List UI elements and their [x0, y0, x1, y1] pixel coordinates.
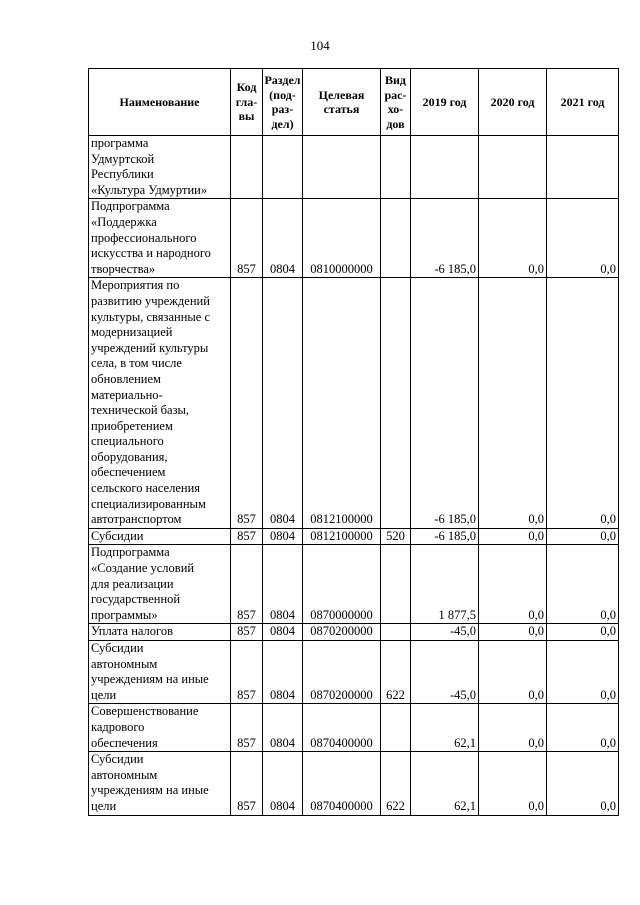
header-expense-line: рас-: [384, 87, 407, 102]
row-2020: 0,0: [479, 545, 547, 624]
header-2021: 2021 год: [547, 69, 619, 136]
row-section: 0804: [263, 752, 303, 815]
row-2021: 0,0: [547, 752, 619, 815]
row-name-line: Субсидии: [91, 641, 144, 655]
row-chapter: 857: [231, 199, 263, 278]
header-section-line: (под-: [269, 87, 296, 102]
row-section: 0804: [263, 278, 303, 529]
row-section: 0804: [263, 641, 303, 704]
row-name-line: автономным: [91, 656, 158, 671]
row-name-line: сельского населения: [91, 481, 201, 496]
row-expense: [381, 624, 411, 641]
row-expense: 520: [381, 528, 411, 545]
row-name-line: учреждениям на иные: [91, 672, 209, 687]
header-target-line: статья: [323, 102, 360, 116]
row-name-line: специализированным: [91, 496, 206, 511]
header-expense-line: Вид: [385, 73, 406, 87]
row-name-line: цели: [91, 798, 117, 813]
row-name-line: Республики: [91, 167, 154, 182]
header-name: Наименование: [89, 69, 231, 136]
header-section: [263, 69, 303, 136]
row-expense: 622: [381, 641, 411, 704]
header-chapter-line: вы: [238, 109, 255, 124]
row-name-line: специального: [91, 434, 164, 449]
table-row: [89, 752, 619, 815]
row-chapter: 857: [231, 641, 263, 704]
row-name-line: программа: [91, 136, 149, 150]
row-2020: [479, 136, 547, 199]
row-name: [89, 528, 231, 545]
row-name-line: государственной: [91, 592, 181, 607]
row-name: [89, 278, 231, 529]
row-2019: 1 877,5: [411, 545, 479, 624]
row-2019: -45,0: [411, 624, 479, 641]
row-name-line: Подпрограмма: [91, 199, 170, 214]
header-target-line: Целевая: [318, 87, 365, 102]
row-name-line: обновлением: [91, 371, 161, 386]
row-name-line: Совершенствование: [91, 704, 199, 719]
row-2021: 0,0: [547, 641, 619, 704]
budget-table: [88, 68, 619, 816]
table-row: [89, 136, 619, 199]
row-name-line: «Создание условий: [91, 561, 195, 576]
row-2020: 0,0: [479, 199, 547, 278]
row-name-line: творчества»: [91, 261, 156, 276]
row-2021: [547, 136, 619, 199]
row-target: 0812100000: [303, 278, 381, 529]
row-name: [89, 752, 231, 815]
row-target: 0870000000: [303, 545, 381, 624]
header-target: [303, 69, 381, 136]
row-name-line: модернизацией: [91, 325, 173, 340]
row-2020: 0,0: [479, 752, 547, 815]
row-2020: 0,0: [479, 624, 547, 641]
row-2019: -6 185,0: [411, 528, 479, 545]
row-section: 0804: [263, 545, 303, 624]
row-chapter: 857: [231, 528, 263, 545]
row-name-line: материально-: [91, 387, 163, 402]
row-target: 0870400000: [303, 704, 381, 752]
row-section: 0804: [263, 528, 303, 545]
row-target: 0870200000: [303, 641, 381, 704]
row-2021: 0,0: [547, 704, 619, 752]
row-chapter: 857: [231, 624, 263, 641]
row-chapter: [231, 136, 263, 199]
row-expense: 622: [381, 752, 411, 815]
row-expense: [381, 136, 411, 199]
row-target: 0810000000: [303, 199, 381, 278]
row-name-line: Уплата налогов: [91, 624, 173, 639]
row-2019: -45,0: [411, 641, 479, 704]
row-name-line: автономным: [91, 767, 158, 782]
row-name-line: Субсидии: [91, 752, 144, 767]
row-name-line: учреждений культуры: [91, 340, 209, 355]
row-chapter: 857: [231, 704, 263, 752]
row-target: [303, 136, 381, 199]
row-name-line: кадрового: [91, 719, 145, 734]
row-2021: 0,0: [547, 545, 619, 624]
row-name-line: обеспечения: [91, 735, 158, 750]
row-name-line: культуры, связанные с: [91, 309, 211, 324]
page-number: 104: [310, 38, 330, 53]
row-2021: 0,0: [547, 624, 619, 641]
row-chapter: 857: [231, 752, 263, 815]
row-section: 0804: [263, 704, 303, 752]
row-name-line: развитию учреждений: [91, 293, 210, 308]
row-name-line: Удмуртской: [91, 151, 155, 166]
table-row: [89, 704, 619, 752]
row-name: [89, 545, 231, 624]
table-header: [89, 69, 619, 136]
header-section-line: раз-: [271, 102, 294, 116]
row-name-line: цели: [91, 687, 117, 702]
header-chapter-line: Код: [236, 80, 257, 95]
row-chapter: 857: [231, 278, 263, 529]
row-name: [89, 624, 231, 641]
row-name: [89, 136, 231, 199]
table-body: [89, 136, 619, 816]
row-name-line: программы»: [91, 607, 158, 622]
row-expense: [381, 199, 411, 278]
header-chapter: [231, 69, 263, 136]
row-name-line: обеспечением: [91, 465, 166, 480]
row-expense: [381, 278, 411, 529]
header-section-line: Раздел: [264, 73, 301, 87]
row-expense: [381, 545, 411, 624]
row-name: [89, 641, 231, 704]
row-section: [263, 136, 303, 199]
header-2020: 2020 год: [479, 69, 547, 136]
row-chapter: 857: [231, 545, 263, 624]
table-row: [89, 199, 619, 278]
row-2020: 0,0: [479, 704, 547, 752]
row-name-line: Субсидии: [91, 528, 144, 543]
table-row: [89, 278, 619, 529]
table-row: [89, 528, 619, 545]
row-name-line: профессионального: [91, 230, 197, 245]
row-name-line: села, в том числе: [91, 356, 182, 371]
row-2021: 0,0: [547, 528, 619, 545]
header-expense: [381, 69, 411, 136]
row-2019: -6 185,0: [411, 199, 479, 278]
row-target: 0870400000: [303, 752, 381, 815]
row-name: [89, 199, 231, 278]
row-2019: 62,1: [411, 704, 479, 752]
row-name: [89, 704, 231, 752]
row-section: 0804: [263, 624, 303, 641]
header-chapter-line: гла-: [235, 94, 258, 109]
row-name-line: «Поддержка: [91, 214, 157, 229]
row-2020: 0,0: [479, 528, 547, 545]
row-target: 0812100000: [303, 528, 381, 545]
table-row: [89, 624, 619, 641]
row-2019: [411, 136, 479, 199]
row-2021: 0,0: [547, 199, 619, 278]
header-section-line: дел): [271, 116, 294, 131]
table-row: [89, 641, 619, 704]
row-2020: 0,0: [479, 278, 547, 529]
row-name-line: искусства и народного: [91, 246, 211, 261]
row-target: 0870200000: [303, 624, 381, 641]
row-name-line: автотранспортом: [91, 512, 182, 527]
row-name-line: «Культура Удмуртии»: [91, 182, 208, 197]
row-name-line: Подпрограмма: [91, 545, 170, 560]
row-2019: 62,1: [411, 752, 479, 815]
row-name-line: Мероприятия по: [91, 278, 180, 293]
row-name-line: для реализации: [91, 576, 174, 591]
row-name-line: приобретением: [91, 418, 173, 433]
row-2020: 0,0: [479, 641, 547, 704]
header-2019: 2019 год: [411, 69, 479, 136]
row-name-line: учреждениям на иные: [91, 783, 209, 798]
row-expense: [381, 704, 411, 752]
row-2019: -6 185,0: [411, 278, 479, 529]
row-name-line: оборудования,: [91, 449, 168, 464]
row-2021: 0,0: [547, 278, 619, 529]
header-expense-line: дов: [386, 116, 405, 131]
row-name-line: технической базы,: [91, 403, 190, 418]
row-section: 0804: [263, 199, 303, 278]
header-expense-line: хо-: [387, 102, 404, 116]
table-row: [89, 545, 619, 624]
